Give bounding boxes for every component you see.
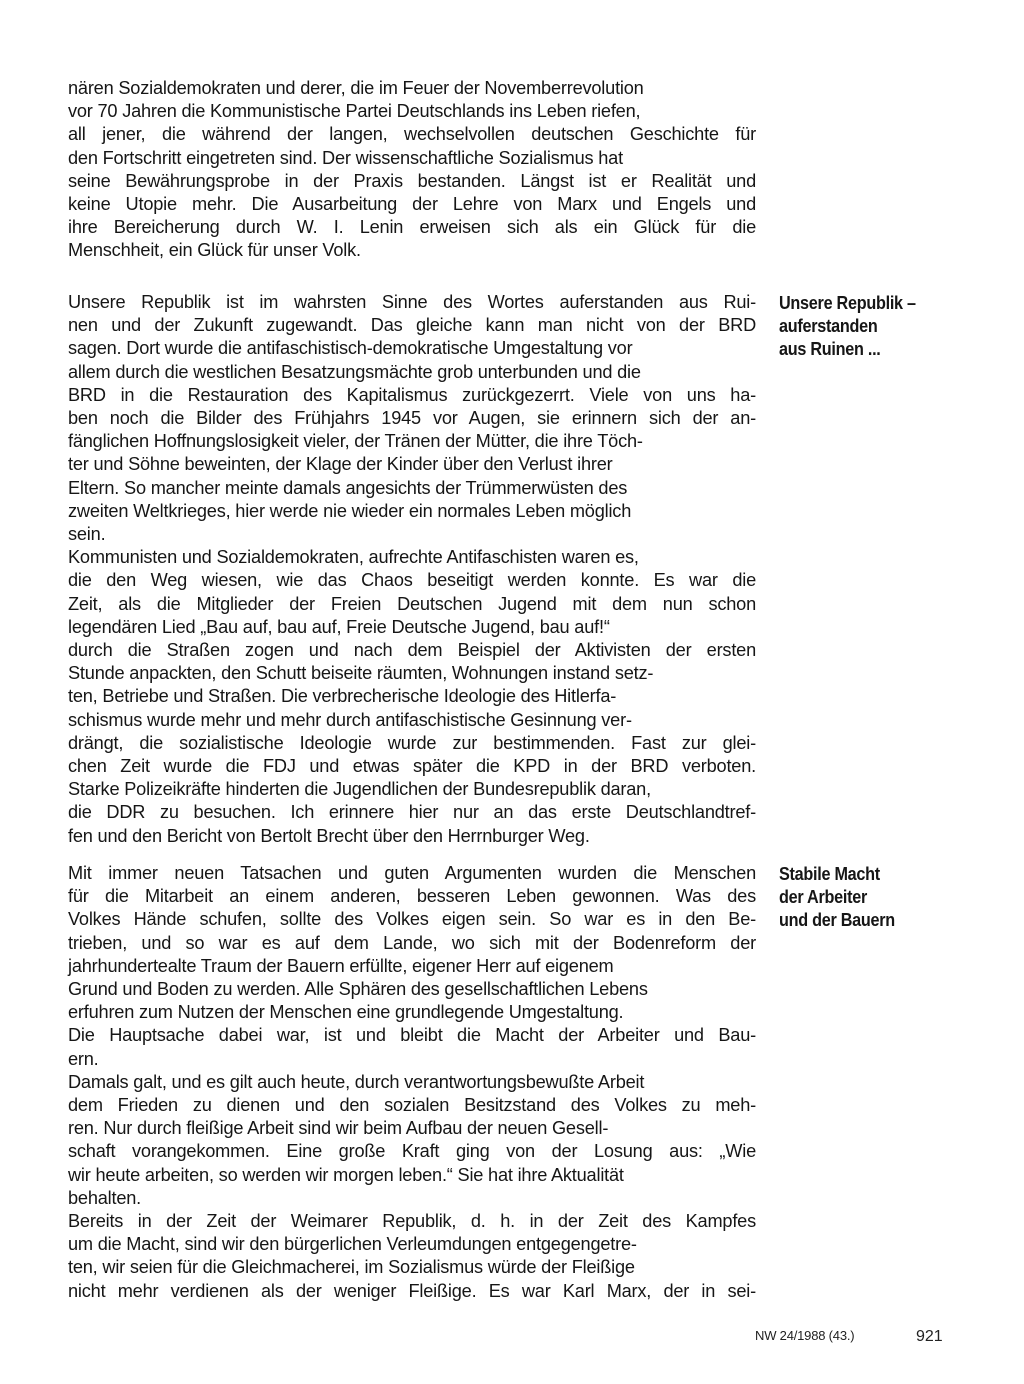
text-line: Stunde anpackten, den Schutt beiseite räumten, Wohnungen instand setz- bbox=[68, 663, 654, 684]
text-line: Mit immer neuen Tatsachen und guten Argumenten wurden die Menschen bbox=[68, 863, 756, 883]
text-line: Bereits in der Zeit der Weimarer Republik, d. h. in der Zeit des Kampfes bbox=[68, 1211, 756, 1232]
text-line: erfuhren zum Nutzen der Menschen eine grundlegende Umgestaltung. bbox=[68, 1002, 624, 1023]
text-line: Kommunisten und Sozialdemokraten, aufrechte Antifaschisten waren es, bbox=[68, 547, 639, 568]
heading-line: der Arbeiter bbox=[779, 887, 867, 907]
text-line: fen und den Bericht von Bertolt Brecht über den Herrnburger Weg. bbox=[68, 825, 590, 846]
body-paragraph-intro bbox=[68, 77, 756, 263]
body-paragraph-republik bbox=[68, 291, 756, 848]
text-line: seine Bewährungsprobe in der Praxis bestanden. Längst ist er Realität und bbox=[68, 170, 756, 191]
margin-heading-republik bbox=[779, 292, 959, 361]
footer-source: NW 24/1988 (43.) bbox=[755, 1328, 855, 1343]
text-line: wir heute arbeiten, so werden wir morgen leben.“ Sie hat ihre Aktualität bbox=[68, 1164, 624, 1185]
text-line: schismus wurde mehr und mehr durch antifaschistische Gesinnung ver- bbox=[68, 709, 632, 730]
text-line: durch die Straßen zogen und nach dem Beispiel der Aktivisten der ersten bbox=[68, 640, 756, 661]
text-line: nicht mehr verdienen als der weniger Fleißige. Es war Karl Marx, der in sei- bbox=[68, 1280, 756, 1301]
text-line: trieben, und so war es auf dem Lande, wo sich mit der Bodenreform der bbox=[68, 932, 756, 953]
heading-line: auferstanden bbox=[779, 316, 878, 336]
text-line: ben noch die Bilder des Frühjahrs 1945 vor Augen, sie erinnern sich der an- bbox=[68, 408, 756, 429]
text-line: Damals galt, und es gilt auch heute, durch verantwortungsbewußte Arbeit bbox=[68, 1071, 645, 1092]
text-line: sagen. Dort wurde die antifaschistisch-demokratische Umgestaltung vor bbox=[68, 338, 633, 359]
text-line: keine Utopie mehr. Die Ausarbeitung der Lehre von Marx und Engels und bbox=[68, 194, 756, 215]
text-line: jahrhundertealte Traum der Bauern erfüllte, eigener Herr auf eigenem bbox=[68, 955, 614, 976]
heading-line: Stabile Macht bbox=[779, 864, 880, 884]
text-line: dem Frieden zu dienen und den sozialen Besitzstand des Volkes zu meh- bbox=[68, 1095, 756, 1116]
text-line: ten, wir seien für die Gleichmacherei, im Sozialismus würde der Fleißige bbox=[68, 1257, 635, 1278]
text-line: vor 70 Jahren die Kommunistische Partei Deutschlands ins Leben riefen, bbox=[68, 101, 641, 122]
margin-heading-macht bbox=[779, 863, 959, 932]
text-line: Volkes Hände schufen, sollte des Volkes eigen sein. So war es in den Be- bbox=[68, 909, 756, 930]
text-line: behalten. bbox=[68, 1187, 142, 1208]
text-line: für die Mitarbeit an einem anderen, besseren Leben gewonnen. Was des bbox=[68, 886, 756, 907]
text-line: Eltern. So mancher meinte damals angesichts der Trümmerwüsten des bbox=[68, 477, 628, 498]
text-line: ern. bbox=[68, 1048, 99, 1069]
heading-line: aus Ruinen ... bbox=[779, 339, 881, 359]
text-line: sein. bbox=[68, 524, 106, 545]
text-line: Grund und Boden zu werden. Alle Sphären des gesellschaftlichen Lebens bbox=[68, 979, 648, 1000]
text-line: Starke Polizeikräfte hinderten die Jugendlichen der Bundesrepublik daran, bbox=[68, 779, 651, 800]
text-line: ren. Nur durch fleißige Arbeit sind wir beim Aufbau der neuen Gesell- bbox=[68, 1118, 609, 1139]
heading-line: und der Bauern bbox=[779, 910, 895, 930]
text-line: die den Weg wiesen, wie das Chaos beseitigt werden konnte. Es war die bbox=[68, 570, 756, 591]
text-line: BRD in die Restauration des Kapitalismus zurückgezerrt. Viele von uns ha- bbox=[68, 384, 756, 405]
text-line: all jener, die während der langen, wechselvollen deutschen Geschichte für bbox=[68, 124, 756, 145]
body-paragraph-macht bbox=[68, 862, 756, 1303]
text-line: Unsere Republik ist im wahrsten Sinne des Wortes auferstanden aus Rui- bbox=[68, 292, 756, 312]
text-line: ten, Betriebe und Straßen. Die verbrecherische Ideologie des Hitlerfa- bbox=[68, 686, 617, 707]
text-line: legendären Lied „Bau auf, bau auf, Freie Deutsche Jugend, bau auf!“ bbox=[68, 616, 610, 637]
text-line: die DDR zu besuchen. Ich erinnere hier nur an das erste Deutschlandtref- bbox=[68, 802, 756, 823]
text-line: ihre Bereicherung durch W. I. Lenin erweisen sich als ein Glück für die bbox=[68, 217, 756, 238]
text-line: drängt, die sozialistische Ideologie wurde zur bestimmenden. Fast zur glei- bbox=[68, 732, 756, 753]
text-line: zweiten Weltkrieges, hier werde nie wieder ein normales Leben möglich bbox=[68, 500, 632, 521]
text-line: Zeit, als die Mitglieder der Freien Deutschen Jugend mit dem nun schon bbox=[68, 593, 756, 614]
text-line: um die Macht, sind wir den bürgerlichen Verleumdungen entgegengetre- bbox=[68, 1234, 637, 1255]
text-line: den Fortschritt eingetreten sind. Der wissenschaftliche Sozialismus hat bbox=[68, 147, 623, 168]
text-line: allem durch die westlichen Besatzungsmächte grob unterbunden und die bbox=[68, 361, 641, 382]
text-line: schaft vorangekommen. Eine große Kraft ging von der Losung aus: „Wie bbox=[68, 1141, 756, 1162]
page-number: 921 bbox=[916, 1328, 943, 1345]
text-line: chen Zeit wurde die FDJ und etwas später die KPD in der BRD verboten. bbox=[68, 756, 756, 777]
text-line: fänglichen Hoffnungslosigkeit vieler, der Tränen der Mütter, die ihre Töch- bbox=[68, 431, 643, 452]
heading-line: Unsere Republik – bbox=[779, 293, 916, 313]
text-line: Menschheit, ein Glück für unser Volk. bbox=[68, 240, 361, 261]
text-line: nären Sozialdemokraten und derer, die im Feuer der Novemberrevolution bbox=[68, 78, 644, 98]
text-line: Die Hauptsache dabei war, ist und bleibt die Macht der Arbeiter und Bau- bbox=[68, 1025, 756, 1046]
text-line: ter und Söhne beweinten, der Klage der Kinder über den Verlust ihrer bbox=[68, 454, 613, 475]
text-line: nen und der Zukunft zugewandt. Das gleiche kann man nicht von der BRD bbox=[68, 315, 756, 336]
